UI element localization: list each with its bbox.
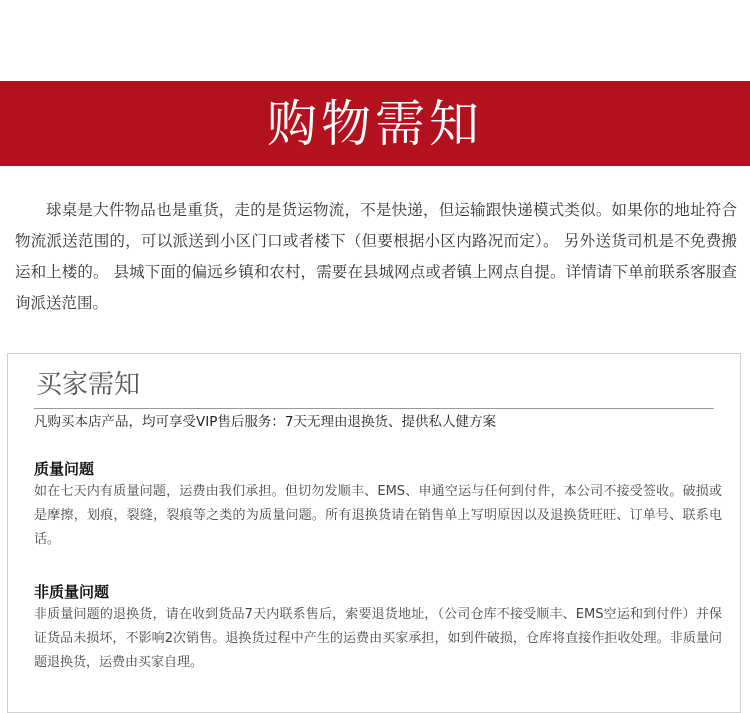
non-quality-issue-section xyxy=(34,581,722,675)
quality-issue-title: 质量问题 xyxy=(34,460,95,478)
vip-service-note: 凡购买本店产品，均可享受VIP售后服务：7天无理由退换货、提供私人健方案 xyxy=(34,414,496,430)
quality-issue-body: 如在七天内有质量问题，运费由我们承担。但切勿发顺丰、EMS、申通空运与任何到付件，本公司不接受签收。破损或是摩擦，划痕，裂缝，裂痕等之类的为质量问题。所有退换货请在销售单上写明原因以及退换货旺旺、订单号、联系电话。 xyxy=(34,484,722,547)
header-banner xyxy=(0,81,750,166)
quality-issue-section xyxy=(34,458,722,552)
non-quality-issue-title: 非质量问题 xyxy=(34,583,110,601)
banner-title: 购物需知 xyxy=(267,94,483,153)
buyer-notice-panel xyxy=(7,353,741,713)
notice-title: 买家需知 xyxy=(36,370,141,400)
non-quality-issue-body: 非质量问题的退换货，请在收到货品7天内联系售后，索要退货地址，（公司仓库不接受顺丰、EMS空运和到付件）并保证货品未损坏，不影响2次销售。退换货过程中产生的运费由买家承担，如到件破损，仓库将直接作拒收处理。非质量问题退换货，运费由买家自理。 xyxy=(34,607,722,670)
shipping-intro: 球桌是大件物品也是重货，走的是货运物流，不是快递，但运输跟快递模式类似。如果你的地址符合物流派送范围的，可以派送到小区门口或者楼下（但要根据小区内路况而定）。 另外送货司机是不免费搬运和上楼的。 县城下面的偏远乡镇和农村，需要在县城网点或者镇上网点自提。详情请下单前联系客服查询派送范围。 xyxy=(15,201,737,312)
notice-divider xyxy=(34,408,714,409)
